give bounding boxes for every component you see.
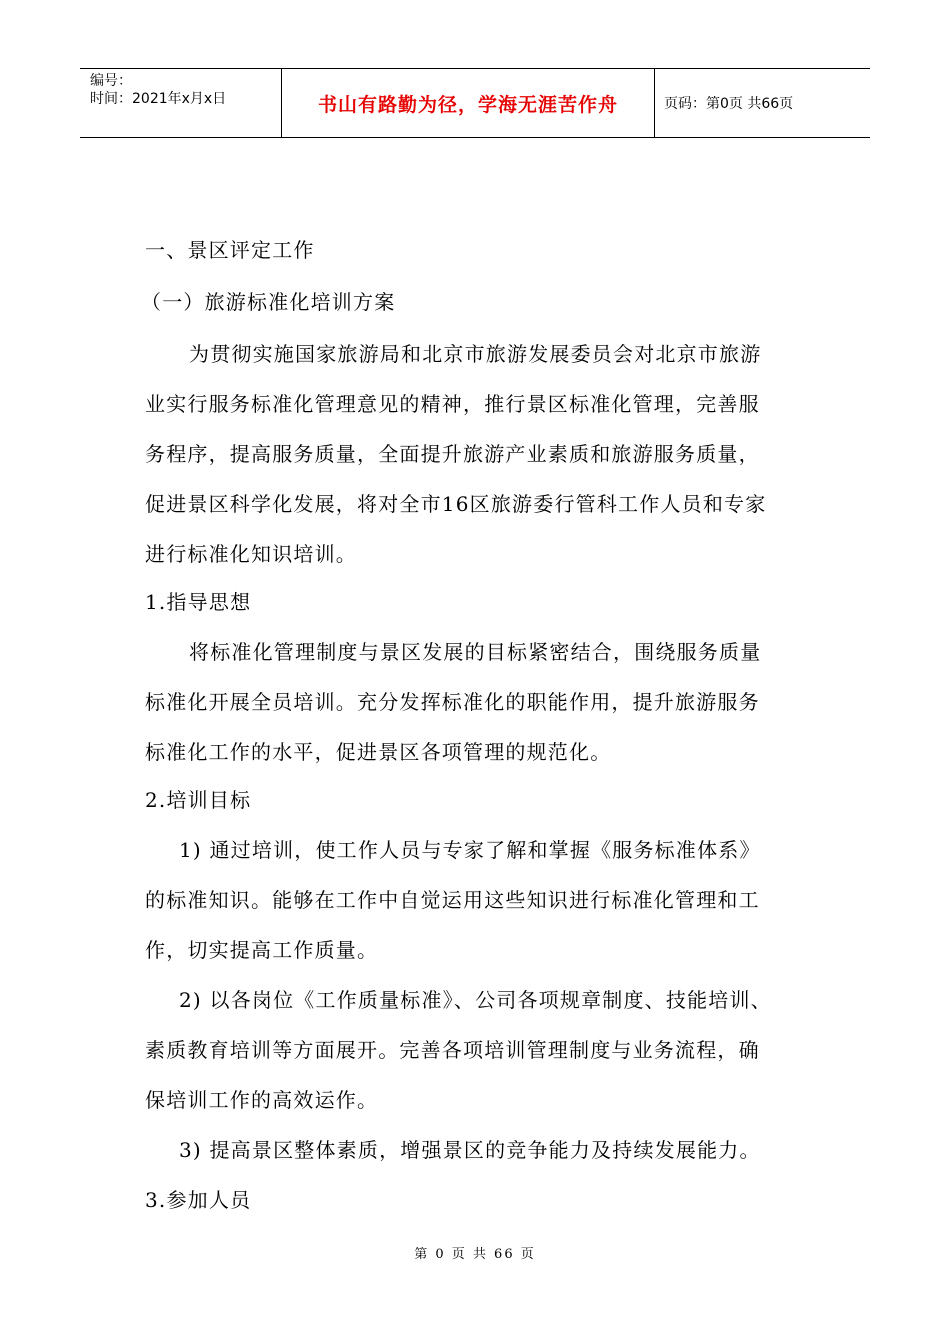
goal-1-line: 1) 通过培训，使工作人员与专家了解和掌握《服务标准体系》 <box>179 838 761 862</box>
header-motto: 书山有路勤为径，学海无涯苦作舟 <box>281 69 655 137</box>
intro-line: 进行标准化知识培训。 <box>145 542 357 566</box>
document-date: 时间：2021年x月x日 <box>90 91 227 107</box>
section-training-goals-title: 2.培训目标 <box>145 788 252 812</box>
goal-2-line: 保培训工作的高效运作。 <box>145 1088 379 1112</box>
section-guiding-idea-title: 1.指导思想 <box>145 590 252 614</box>
goal-2-line: 2) 以各岗位《工作质量标准》、公司各项规章制度、技能培训、 <box>179 988 772 1012</box>
intro-line: 为贯彻实施国家旅游局和北京市旅游发展委员会对北京市旅游 <box>189 342 762 366</box>
heading-training-plan: （一）旅游标准化培训方案 <box>141 290 396 314</box>
heading-scenic-evaluation: 一、景区评定工作 <box>145 238 315 262</box>
guiding-idea-line: 标准化工作的水平，促进景区各项管理的规范化。 <box>145 740 612 764</box>
guiding-idea-line: 将标准化管理制度与景区发展的目标紧密结合，围绕服务质量 <box>189 640 762 664</box>
document-number: 编号： <box>90 73 132 89</box>
header-page-info: 页码：第0页 共66页 <box>664 96 794 112</box>
page-footer: 第 0 页 共 66 页 <box>414 1247 536 1262</box>
goal-3-line: 3) 提高景区整体素质，增强景区的竞争能力及持续发展能力。 <box>179 1138 761 1162</box>
section-participants-title: 3.参加人员 <box>145 1188 252 1212</box>
goal-1-line: 的标准知识。能够在工作中自觉运用这些知识进行标准化管理和工 <box>145 888 760 912</box>
document-header <box>80 68 870 138</box>
header-meta <box>80 69 280 137</box>
intro-line: 务程序，提高服务质量，全面提升旅游产业素质和旅游服务质量， <box>145 442 760 466</box>
guiding-idea-line: 标准化开展全员培训。充分发挥标准化的职能作用，提升旅游服务 <box>145 690 760 714</box>
goal-1-line: 作，切实提高工作质量。 <box>145 938 379 962</box>
goal-2-line: 素质教育培训等方面展开。完善各项培训管理制度与业务流程，确 <box>145 1038 760 1062</box>
intro-line: 业实行服务标准化管理意见的精神，推行景区标准化管理，完善服 <box>145 392 760 416</box>
intro-line: 促进景区科学化发展，将对全市16区旅游委行管科工作人员和专家 <box>145 492 767 516</box>
